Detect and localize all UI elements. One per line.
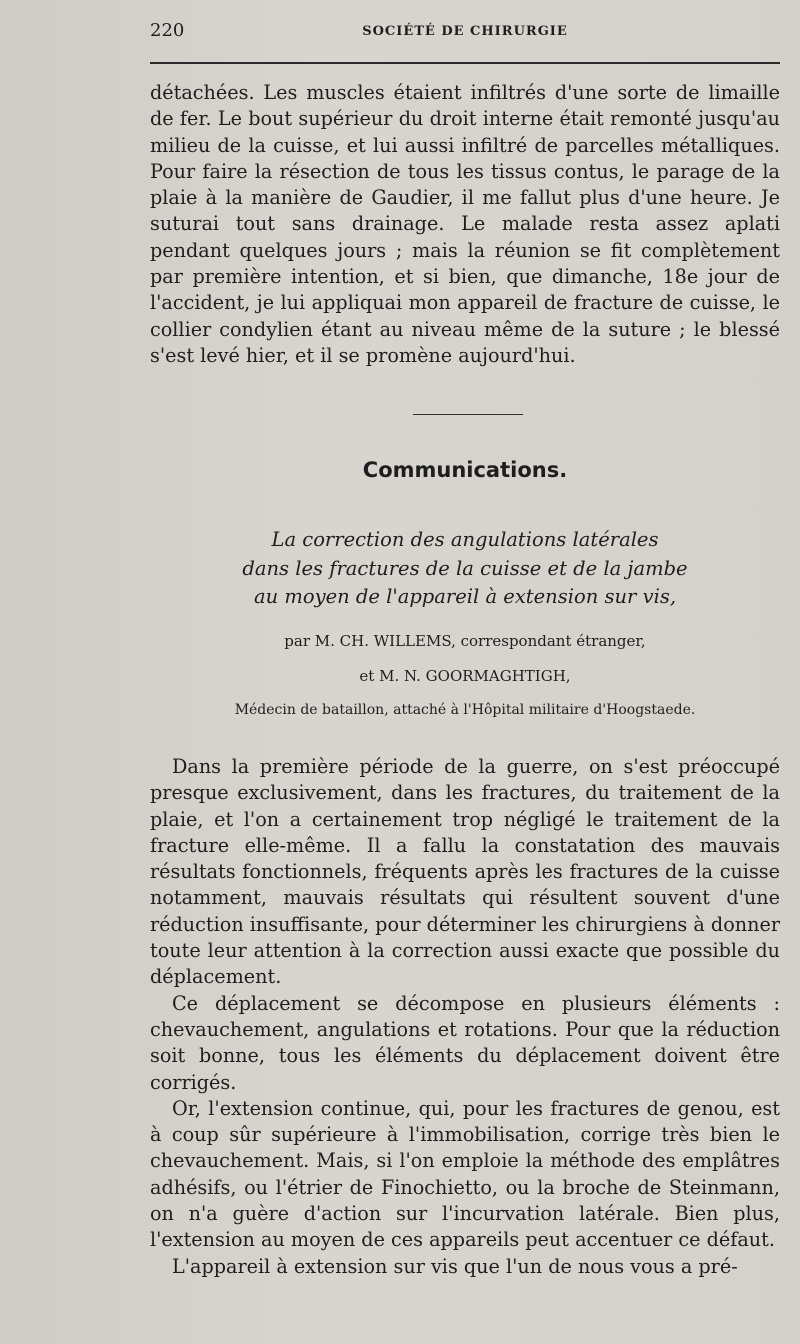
paragraph: L'appareil à extension sur vis que l'un de nous vous a pré- — [172, 1254, 738, 1278]
paragraph: Or, l'extension continue, qui, pour les fractures de genou, est à coup sûr supérieure à l'immobilisation, corrige très bien le chevauchement. Mais, si l'on emploie la méthode des emplâtres adhésifs, ou l'étrier de Finochietto, ou la broche de Steinmann, on n'a guère d'action sur l'incurvation latérale. Bien plus, l'extension au moyen de ces appareils peut accentuer ce défaut. — [150, 1096, 780, 1252]
article-title-line: dans les fractures de la cuisse et de la jambe — [242, 556, 688, 580]
paragraph: détachées. Les muscles étaient infiltrés d'une sorte de limaille de fer. Le bout supérieur du droit interne était remonté jusqu'au milieu de la cuisse, et lui aussi infiltré de parcelles métalliques. Pour faire la résection de tous les tissus contus, le parage de la plaie à la manière de Gaudier, il me fallut plus d'une heure. Je suturai tout sans drainage. Le malade resta assez aplati pendant quelques jours ; mais la réunion se fit complètement par première intention, et si bien, que dimanche, 18e jour de l'accident, je lui appliquai mon appareil de fracture de cuisse, le collier condylien étant au niveau même de la suture ; le blessé s'est levé hier, et il se promène aujourd'hui. — [150, 81, 780, 367]
header-rule — [150, 62, 780, 64]
page-number: 220 — [150, 20, 185, 41]
paragraph: Dans la première période de la guerre, on s'est préoccupé presque exclusivement, dans les fractures, du traitement de la plaie, et l'on a certainement trop négligé le traitement de la fracture elle-même. Il a fallu la constatation des mauvais résultats fonctionnels, fréquents après les fractures de la cuisse notamment, mauvais résultats qui résultent souvent d'une réduction insuffisante, pour déterminer les chirurgiens à donner toute leur attention à la correction aussi exacte que possible du déplacement. — [150, 755, 780, 989]
running-head: SOCIÉTÉ DE CHIRURGIE — [362, 24, 568, 39]
article-title-line: La correction des angulations latérales — [271, 528, 659, 551]
article-title — [150, 526, 780, 612]
author-line-2: et M. N. GOORMAGHTIGH, — [359, 667, 571, 685]
body-text-bottom — [150, 754, 780, 1280]
page-header — [150, 18, 780, 44]
author-line-1: par M. CH. WILLEMS, correspondant étranger, — [284, 632, 646, 650]
section-title: Communications. — [362, 458, 568, 482]
section-divider — [413, 414, 523, 415]
body-text-top — [150, 80, 780, 369]
paragraph: Ce déplacement se décompose en plusieurs éléments : chevauchement, angulations et rotations. Pour que la réduction soit bonne, tous les éléments du déplacement doivent être corrigés. — [150, 991, 780, 1094]
article-title-line: au moyen de l'appareil à extension sur vis, — [253, 585, 677, 608]
author-affiliation: Médecin de bataillon, attaché à l'Hôpital militaire d'Hoogstaede. — [234, 702, 696, 718]
